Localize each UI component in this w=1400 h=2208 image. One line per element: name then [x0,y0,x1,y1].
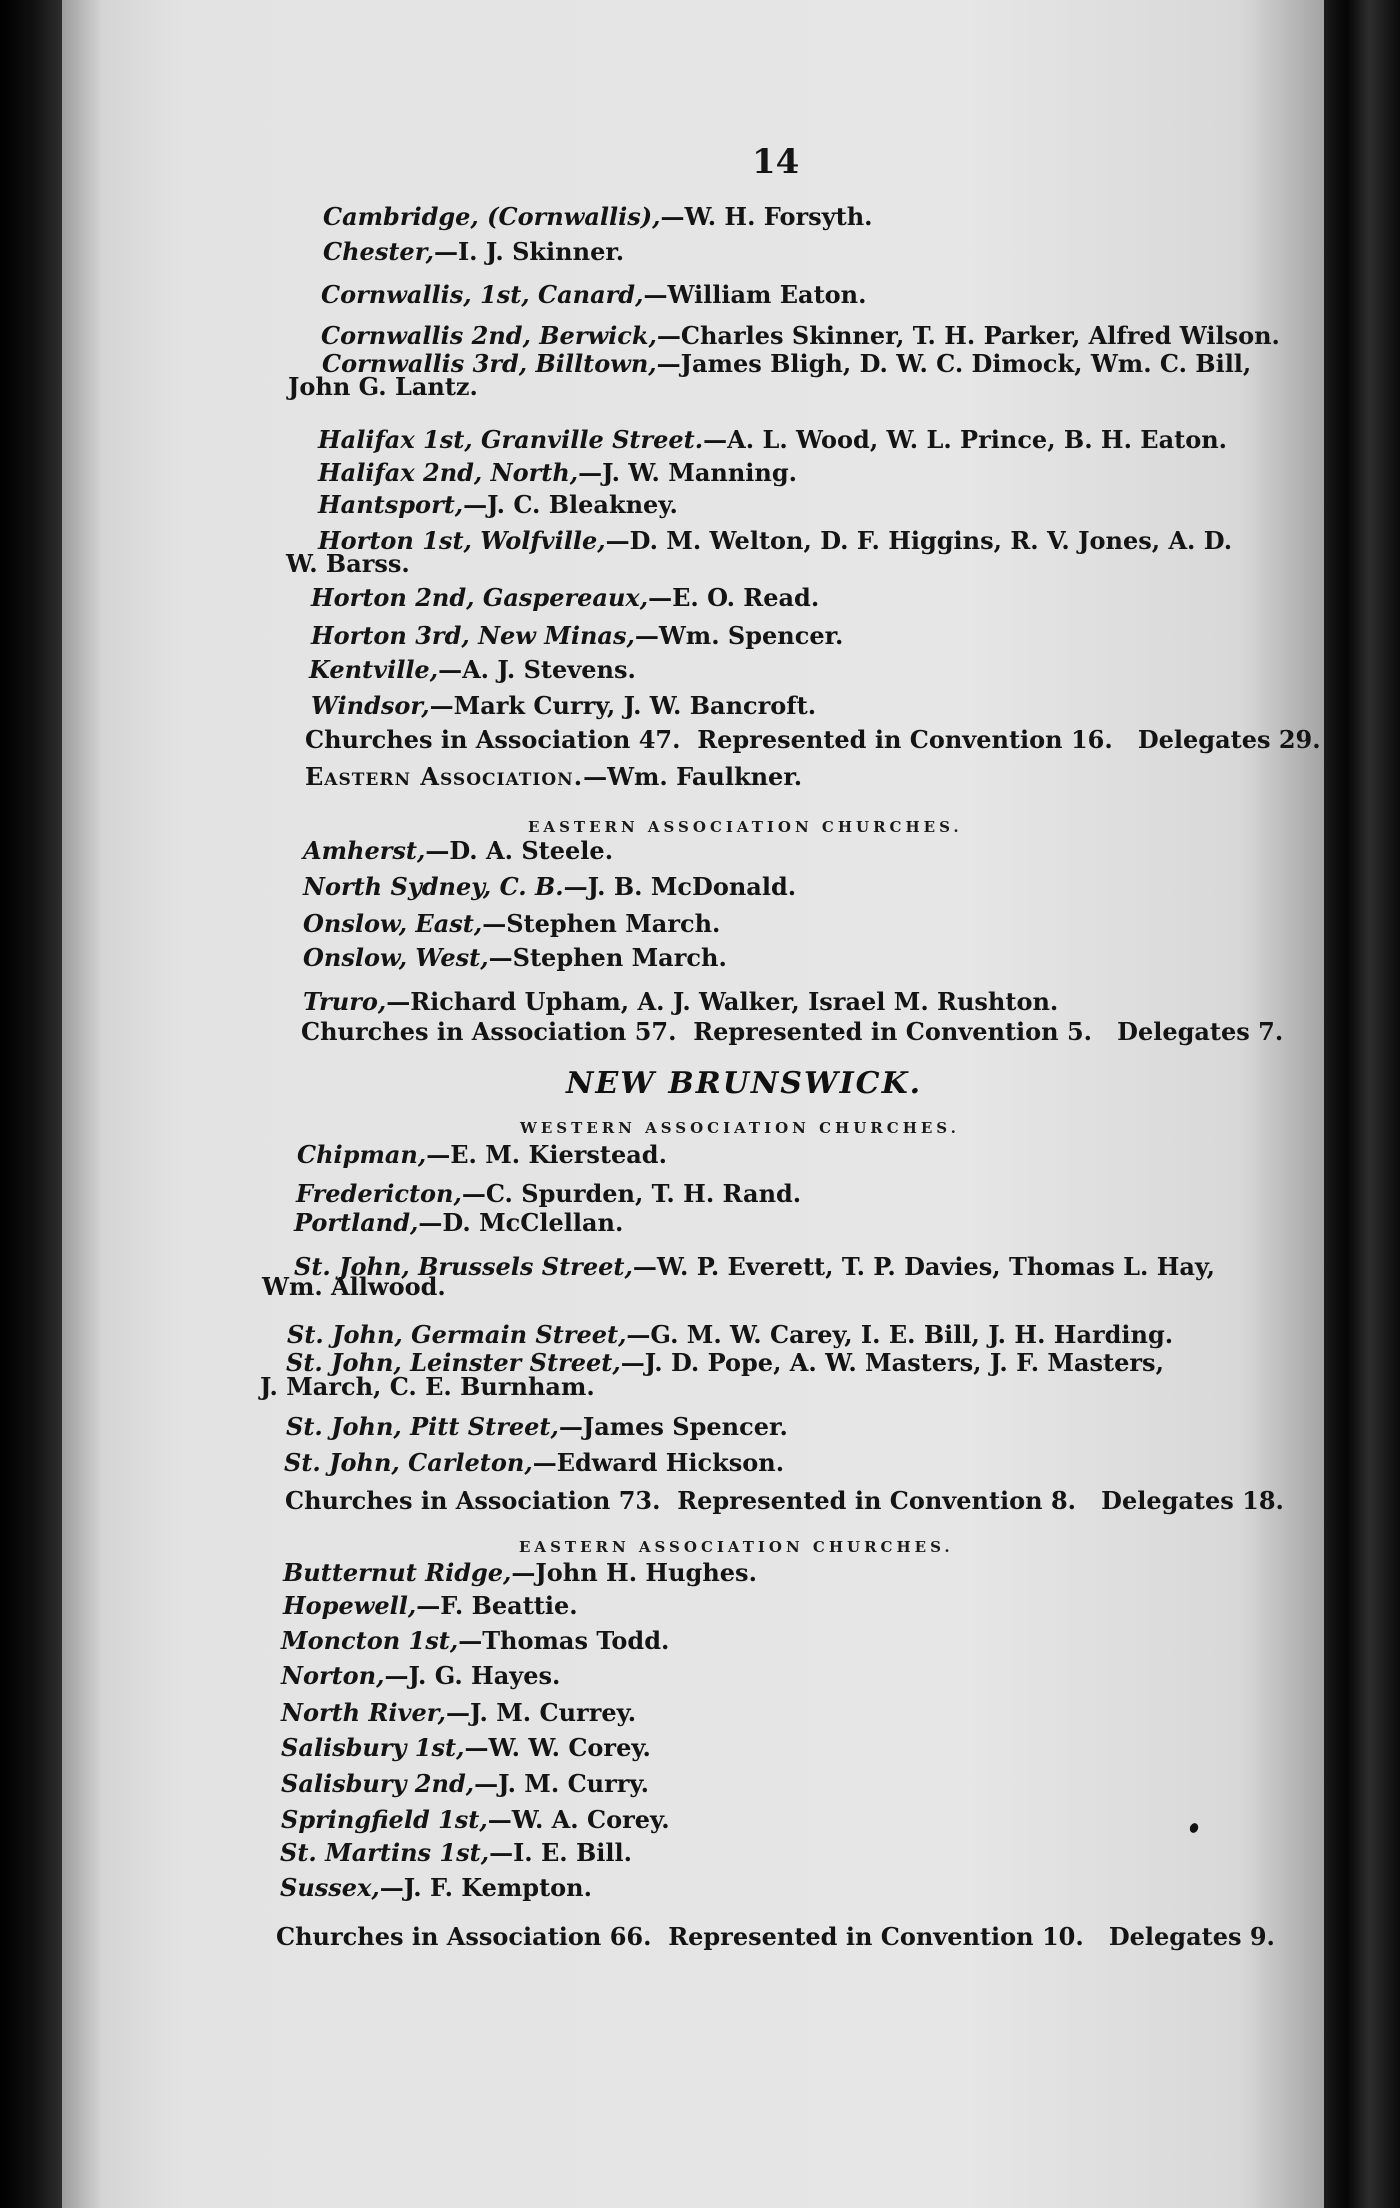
section-heading: EASTERN ASSOCIATION CHURCHES. [528,818,963,836]
page-number: 14 [752,142,800,182]
eastern-association-line: Eastern Association.—Wm. Faulkner. [305,762,803,791]
list-item: Cornwallis, 1st, Canard,—William Eaton. [321,280,867,309]
list-item: Portland,—D. McClellan. [294,1208,624,1237]
list-item: Onslow, West,—Stephen March. [303,943,727,972]
list-item: Hopewell,—F. Beattie. [283,1591,578,1620]
list-item: Fredericton,—C. Spurden, T. H. Rand. [296,1179,802,1208]
list-item: St. John, Leinster Street,—J. D. Pope, A. W. Masters, J. F. Masters, [286,1348,1164,1377]
list-item: Norton,—J. G. Hayes. [281,1661,561,1690]
list-item: St. John, Brussels Street,—W. P. Everett, T. P. Davies, Thomas L. Hay, [294,1252,1215,1281]
list-item: Horton 3rd, New Minas,—Wm. Spencer. [311,621,844,650]
list-item: St. John, Pitt Street,—James Spencer. [286,1412,788,1441]
association-summary: Churches in Association 47. Represented in Convention 16. Delegates 29. [305,725,1321,754]
list-item: Windsor,—Mark Curry, J. W. Bancroft. [311,691,817,720]
list-item: Halifax 2nd, North,—J. W. Manning. [318,458,797,487]
association-summary: Churches in Association 73. Represented in Convention 8. Delegates 18. [285,1486,1284,1515]
list-item: Amherst,—D. A. Steele. [303,836,614,865]
list-item: Cornwallis 3rd, Billtown,—James Bligh, D. W. C. Dimock, Wm. C. Bill, [322,349,1252,378]
association-summary: Churches in Association 57. Represented in Convention 5. Delegates 7. [301,1017,1284,1046]
list-item-continuation: J. March, C. E. Burnham. [260,1372,595,1401]
list-item: Cambridge, (Cornwallis),—W. H. Forsyth. [323,202,873,231]
list-item: North Sydney, C. B.—J. B. McDonald. [303,872,797,901]
facing-page-edge [1324,0,1400,2208]
list-item: Kentville,—A. J. Stevens. [309,655,636,684]
list-item: St. John, Germain Street,—G. M. W. Carey, I. E. Bill, J. H. Harding. [287,1320,1174,1349]
list-item: Hantsport,—J. C. Bleakney. [318,490,678,519]
list-item: Onslow, East,—Stephen March. [303,909,721,938]
list-item: Horton 2nd, Gaspereaux,—E. O. Read. [311,583,820,612]
list-item-continuation: John G. Lantz. [288,372,478,401]
section-heading: WESTERN ASSOCIATION CHURCHES. [520,1119,960,1137]
list-item: Horton 1st, Wolfville,—D. M. Welton, D. F. Higgins, R. V. Jones, A. D. [318,526,1233,555]
list-item-continuation: Wm. Allwood. [262,1272,446,1301]
list-item: Butternut Ridge,—John H. Hughes. [283,1558,757,1587]
list-item: Halifax 1st, Granville Street.—A. L. Wood, W. L. Prince, B. H. Eaton. [318,425,1228,454]
list-item: Cornwallis 2nd, Berwick,—Charles Skinner, T. H. Parker, Alfred Wilson. [321,321,1280,350]
list-item: Chipman,—E. M. Kierstead. [297,1140,667,1169]
list-item: North River,—J. M. Currey. [281,1698,637,1727]
list-item: Salisbury 2nd,—J. M. Curry. [281,1769,649,1798]
association-summary: Churches in Association 66. Represented in Convention 10. Delegates 9. [276,1922,1275,1951]
list-item: Truro,—Richard Upham, A. J. Walker, Israel M. Rushton. [303,987,1059,1016]
list-item: Springfield 1st,—W. A. Corey. [281,1805,670,1834]
list-item-continuation: W. Barss. [286,549,410,578]
list-item: Salisbury 1st,—W. W. Corey. [281,1733,651,1762]
section-heading: EASTERN ASSOCIATION CHURCHES. [519,1538,954,1556]
list-item: Moncton 1st,—Thomas Todd. [281,1626,670,1655]
province-heading: NEW BRUNSWICK. [566,1066,923,1101]
list-item: Sussex,—J. F. Kempton. [280,1873,592,1902]
list-item: St. Martins 1st,—I. E. Bill. [280,1838,632,1867]
list-item: Chester,—I. J. Skinner. [323,237,625,266]
list-item: St. John, Carleton,—Edward Hickson. [284,1448,785,1477]
